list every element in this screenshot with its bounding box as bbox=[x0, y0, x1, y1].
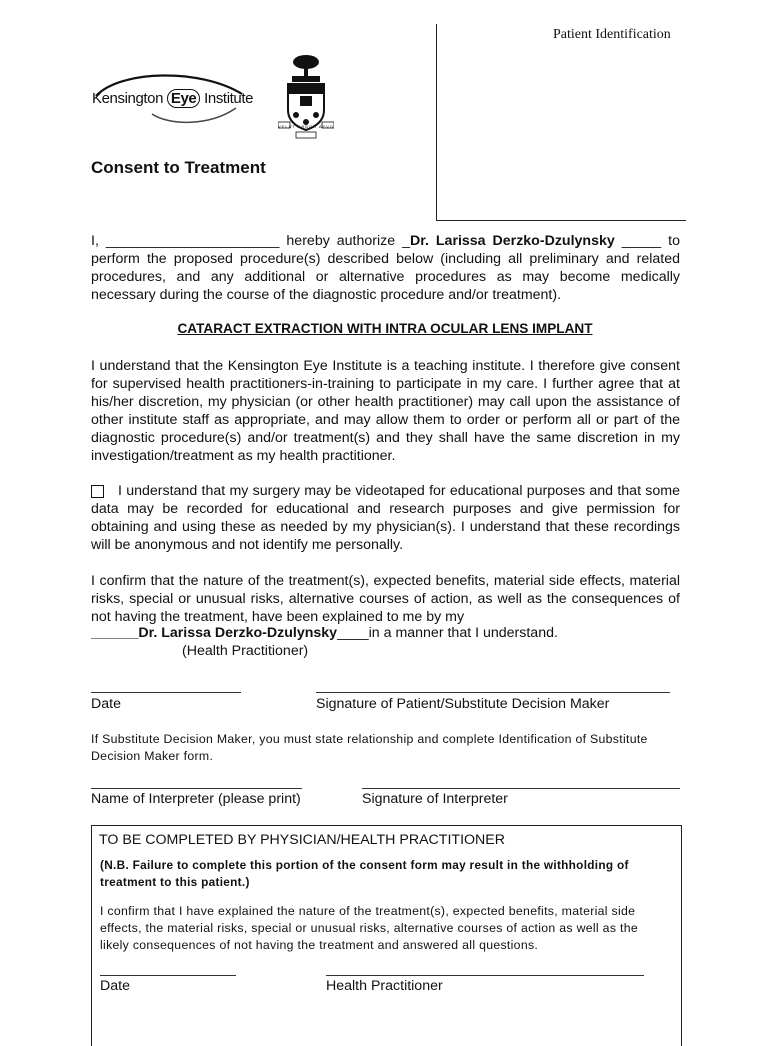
physician-confirmation-statement: I confirm that I have explained the nature of the treatment(s), expected benefits, material side effects, the material risks, special or unusual risks, alternative courses of action as well as the likely consequences of not having the treatment and answered all questions. bbox=[100, 904, 638, 952]
kensington-eye-institute-logo bbox=[90, 68, 254, 128]
confirm-paragraph bbox=[91, 572, 680, 626]
authorization-rest: to perform the proposed procedure(s) described below (including all preliminary and related procedures, and any additional or alternative procedures as may become medically necessary during the course of the diagnostic procedure and/or treatment). bbox=[91, 233, 680, 303]
confirm-doctor-line bbox=[91, 625, 558, 641]
interpreter-signature-line[interactable] bbox=[362, 788, 680, 789]
health-practitioner-label: Health Practitioner bbox=[326, 978, 443, 994]
authorization-paragraph bbox=[91, 232, 680, 304]
patient-id-box-left-border bbox=[436, 24, 437, 220]
video-consent-paragraph bbox=[91, 482, 680, 554]
patient-id-box-bottom-border bbox=[436, 220, 686, 221]
authorized-doctor-name: _Dr. Larissa Derzko-Dzulynsky bbox=[402, 233, 615, 249]
patient-id-label: Patient Identification bbox=[553, 27, 671, 42]
physician-section-warning: (N.B. Failure to complete this portion of the consent form may result in the withholding of treatment to this patient.) bbox=[100, 858, 629, 889]
confirm-blank-after: ____ bbox=[337, 625, 369, 641]
interpreter-name-label: Name of Interpreter (please print) bbox=[91, 791, 301, 807]
hereby-authorize-text: hereby authorize bbox=[286, 233, 396, 249]
physician-signature-line[interactable] bbox=[326, 975, 644, 976]
logo-text-kensington: Kensington bbox=[92, 90, 164, 107]
confirm-text: I confirm that the nature of the treatment(s), expected benefits, material side effects, material risks, special or unusual risks, alternative courses of action, as well as the consequences of not having the treatment, have been explained to me by my bbox=[91, 573, 680, 625]
patient-name-blank: ______________________ bbox=[105, 233, 280, 249]
date-label: Date bbox=[91, 696, 121, 712]
physician-date-label: Date bbox=[100, 978, 130, 994]
interpreter-signature-label: Signature of Interpreter bbox=[362, 791, 508, 807]
date-signature-line[interactable] bbox=[91, 692, 241, 693]
patient-signature-line[interactable] bbox=[316, 692, 670, 693]
teaching-institute-paragraph: I understand that the Kensington Eye Institute is a teaching institute. I therefore give consent for supervised health practitioners-in-training to participate in my care. I further agree that at his/her discretion, my physician (or other health practitioner) may call upon the assistance of other institute staff as appropriate, and may allow them to order or perform all or part of the diagnostic procedure(s) and/or treatment(s) and they shall have the same discretion in my investigation/treatment as my health practitioner. bbox=[91, 358, 680, 464]
procedure-title: CATARACT EXTRACTION WITH INTRA OCULAR LENS IMPLANT bbox=[177, 321, 593, 336]
logo-text-institute: Institute bbox=[204, 90, 254, 107]
physician-section-heading: TO BE COMPLETED BY PHYSICIAN/HEALTH PRACTITIONER bbox=[99, 832, 505, 848]
video-consent-text: I understand that my surgery may be videotaped for educational purposes and that some data may be recorded for educational and research purposes and give permission for obtaining and using these as needed by my physician(s). I understand that these recordings will be anonymous and not identify me personally. bbox=[91, 483, 680, 553]
crest-motto: VELUT ARBOR AEVO bbox=[278, 124, 334, 129]
interpreter-name-line[interactable] bbox=[91, 788, 302, 789]
confirm-doctor-name: Dr. Larissa Derzko-Dzulynsky bbox=[138, 625, 338, 641]
authorize-i-label: I, bbox=[91, 233, 99, 249]
health-practitioner-caption: (Health Practitioner) bbox=[182, 643, 309, 659]
confirm-tail: in a manner that I understand. bbox=[368, 625, 558, 641]
confirm-blank-before: ______ bbox=[91, 625, 139, 641]
logo-text-eye: Eye bbox=[167, 89, 201, 108]
physician-date-line[interactable] bbox=[100, 975, 236, 976]
university-crest bbox=[278, 52, 334, 140]
form-title: Consent to Treatment bbox=[91, 158, 266, 177]
patient-signature-label: Signature of Patient/Substitute Decision Maker bbox=[316, 696, 610, 712]
substitute-decision-maker-note: If Substitute Decision Maker, you must state relationship and complete Identification of Substitute Decision Maker form. bbox=[91, 732, 648, 763]
doctor-trailing-blank: _____ bbox=[621, 233, 662, 249]
authorized-doctor-name-value: Dr. Larissa Derzko-Dzulynsky bbox=[410, 233, 615, 249]
